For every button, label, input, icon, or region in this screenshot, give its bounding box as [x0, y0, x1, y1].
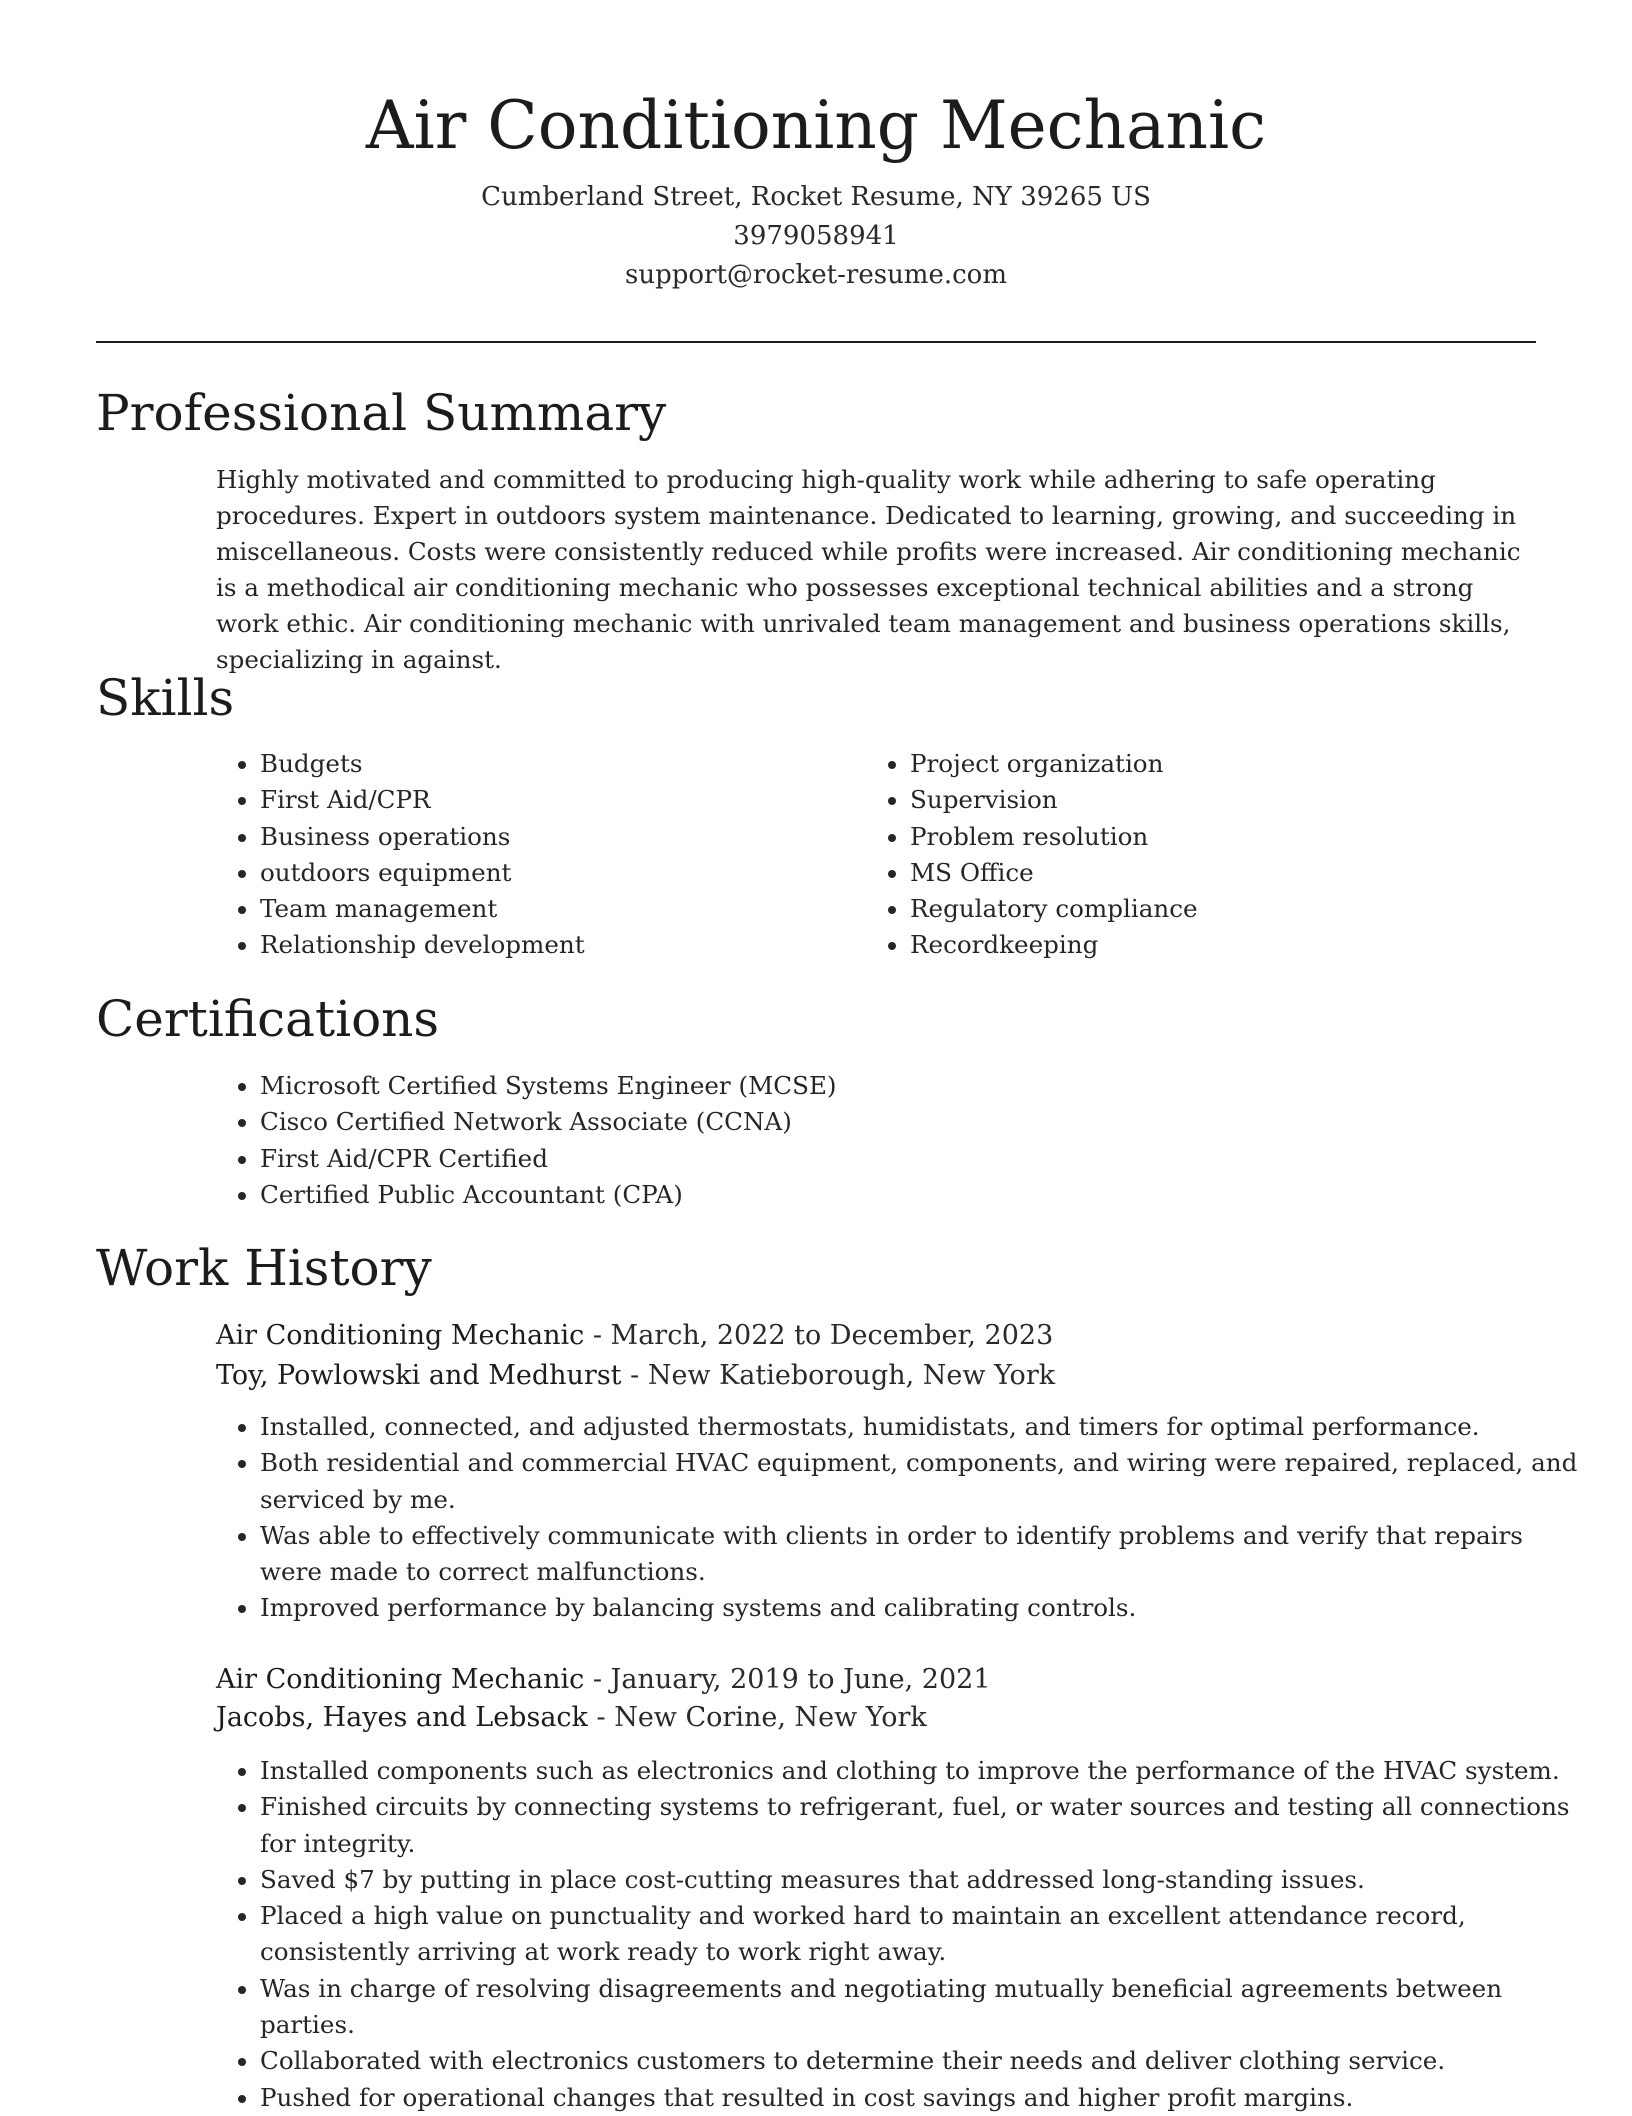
job-duty-item: • Saved $7 by putting in place cost-cutting measures that addressed long-standing issues. [260, 1862, 1580, 1898]
job-company-line [216, 1698, 1536, 1738]
certification-item: • Microsoft Certified Systems Engineer (MCSE) [260, 1068, 1560, 1104]
job-duty-item: • Installed components such as electronics and clothing to improve the performance of the HVAC system. [260, 1753, 1580, 1789]
header-divider [96, 341, 1536, 343]
certification-item: • Cisco Certified Network Associate (CCNA) [260, 1104, 1560, 1140]
job-title-line [216, 1660, 1536, 1700]
job-duty-item: • Pushed for operational changes that resulted in cost savings and higher profit margins. [260, 2080, 1580, 2116]
certification-item: • Certified Public Accountant (CPA) [260, 1177, 1560, 1213]
skill-item: • First Aid/CPR [260, 782, 860, 818]
job-title-line [216, 1316, 1536, 1356]
skill-item: • MS Office [910, 855, 1510, 891]
summary-heading: Professional Summary [96, 384, 667, 442]
skill-item: • Relationship development [260, 927, 860, 963]
job-duty-item: • Was able to effectively communicate with clients in order to identify problems and verify that repairs were made to correct malfunctions. [260, 1518, 1580, 1591]
skills-list-left [216, 746, 860, 964]
job-location: New Corine, New York [614, 1702, 927, 1733]
job-duty-item: • Installed, connected, and adjusted thermostats, humidistats, and timers for optimal performance. [260, 1409, 1580, 1445]
job-separator: - [584, 1664, 611, 1695]
job-separator: - [587, 1702, 615, 1733]
job-duties-list [216, 1409, 1580, 1627]
job-dates: March, 2022 to December, 2023 [610, 1320, 1054, 1351]
job-duty-item: • Was in charge of resolving disagreements and negotiating mutually beneficial agreements between parties. [260, 1971, 1580, 2044]
job-duty-item: • Collaborated with electronics customers to determine their needs and deliver clothing service. [260, 2043, 1580, 2079]
contact-block [96, 178, 1536, 295]
skill-item: • outdoors equipment [260, 855, 860, 891]
job-duty-item: • Finished circuits by connecting systems to refrigerant, fuel, or water sources and testing all connections for integrity. [260, 1789, 1580, 1862]
skill-item: • Recordkeeping [910, 927, 1510, 963]
job-location: New Katieborough, New York [647, 1360, 1056, 1391]
skill-item: • Team management [260, 891, 860, 927]
job-dates: January, 2019 to June, 2021 [610, 1664, 991, 1695]
job-duty-item: • Both residential and commercial HVAC equipment, components, and wiring were repaired, replaced, and serviced by me. [260, 1445, 1580, 1518]
job-role: Air Conditioning Mechanic [216, 1320, 585, 1351]
phone-text: 3979058941 [733, 221, 899, 251]
job-role: Air Conditioning Mechanic [216, 1664, 585, 1695]
job-duty-item: • Improved performance by balancing systems and calibrating controls. [260, 1590, 1580, 1626]
resume-header [96, 82, 1536, 295]
job-duty-item: • Placed a high value on punctuality and worked hard to maintain an excellent attendance record, consistently arriving at work ready to work right away. [260, 1898, 1580, 1971]
job-duties-list [216, 1753, 1580, 2116]
certifications-list [216, 1068, 1560, 1213]
skills-heading: Skills [96, 669, 235, 727]
summary-text: Highly motivated and committed to producing high-quality work while adhering to safe operating procedures. Expert in outdoors system maintenance. Dedicated to learning, growing, and succeeding in miscellaneous. Costs were consistently reduced while profits were increased. Air conditioning mechanic is a methodical air conditioning mechanic who possesses exceptional technical abilities and a strong work ethic. Air conditioning mechanic with unrivaled team management and business operations skills, specializing in against. [216, 465, 1521, 674]
candidate-name: Air Conditioning Mechanic [365, 87, 1267, 164]
work-history-heading: Work History [96, 1239, 432, 1297]
skill-item: • Project organization [910, 746, 1510, 782]
skills-list-right [866, 746, 1510, 964]
job-separator: - [621, 1360, 648, 1391]
certification-item: • First Aid/CPR Certified [260, 1141, 1560, 1177]
job-separator: - [584, 1320, 611, 1351]
skill-item: • Budgets [260, 746, 860, 782]
certifications-heading: Certifications [96, 990, 440, 1048]
job-company: Toy, Powlowski and Medhurst [216, 1360, 622, 1391]
skill-item: • Business operations [260, 819, 860, 855]
skill-item: • Supervision [910, 782, 1510, 818]
skill-item: • Regulatory compliance [910, 891, 1510, 927]
job-company-line [216, 1356, 1536, 1396]
skill-item: • Problem resolution [910, 819, 1510, 855]
address-text: Cumberland Street, Rocket Resume, NY 39265 US [481, 182, 1151, 212]
email-link[interactable]: support@rocket-resume.com [624, 260, 1007, 290]
job-company: Jacobs, Hayes and Lebsack [216, 1702, 588, 1733]
